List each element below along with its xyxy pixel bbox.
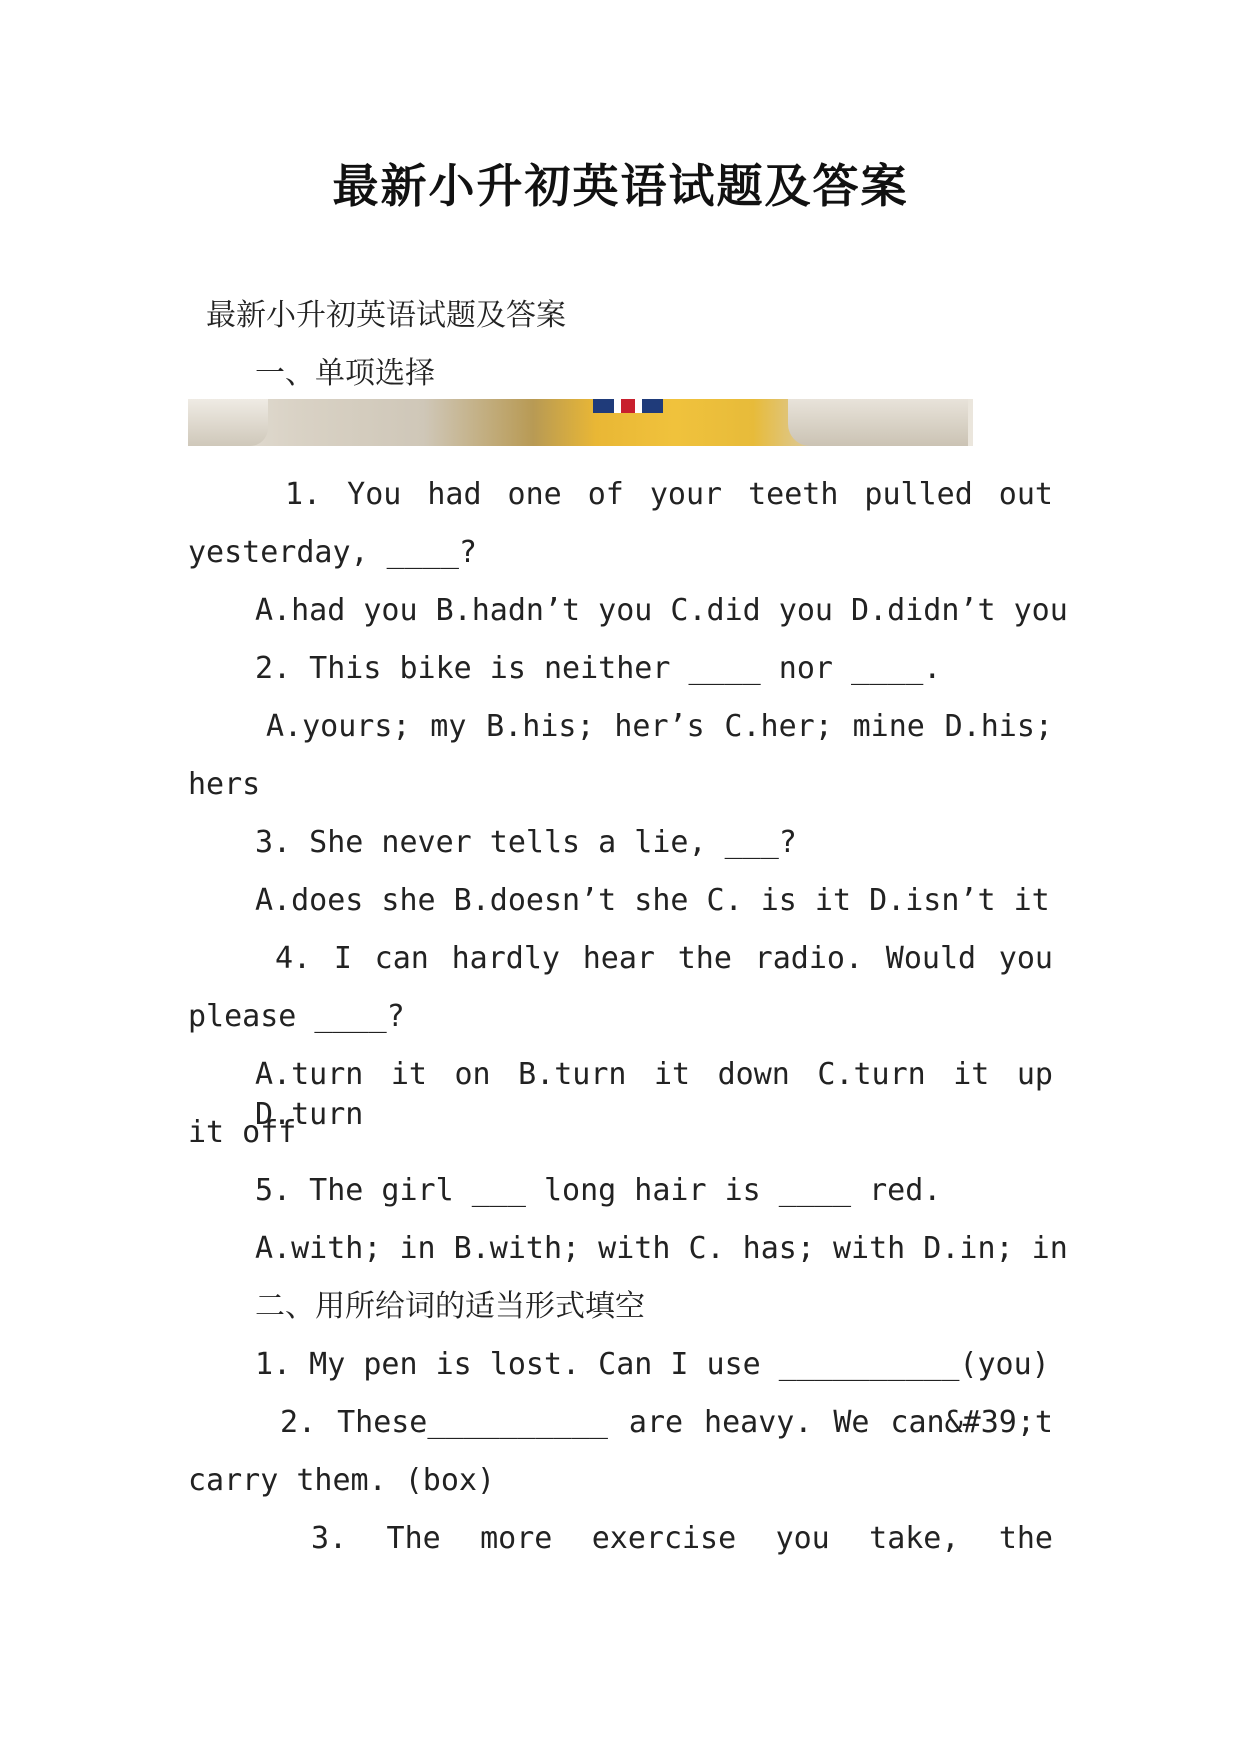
question-1-line-2: yesterday, ____? bbox=[188, 535, 477, 570]
question-5-options: A.with; in B.with; with C. has; with D.in; in bbox=[255, 1231, 1068, 1266]
fill-question-2-line-2: carry them. (box) bbox=[188, 1463, 496, 1498]
keyboard-key-right bbox=[788, 399, 968, 446]
fill-question-3-line-1: 3. The more exercise you take, the bbox=[311, 1521, 1053, 1556]
section-heading-fill-in: 二、用所给词的适当形式填空 bbox=[255, 1289, 645, 1324]
question-1-options: A.had you B.hadn’t you C.did you D.didn’t you bbox=[255, 593, 1068, 628]
question-4-line-2: please ____? bbox=[188, 999, 405, 1034]
question-5-line-1: 5. The girl ___ long hair is ____ red. bbox=[255, 1173, 942, 1208]
question-4-line-1: 4. I can hardly hear the radio. Would you bbox=[275, 941, 1053, 976]
section-heading-single-choice: 一、单项选择 bbox=[255, 356, 435, 391]
fill-question-1: 1. My pen is lost. Can I use __________(you) bbox=[255, 1347, 1050, 1382]
question-1-line-1: 1. You had one of your teeth pulled out bbox=[285, 477, 1053, 512]
question-3-options: A.does she B.doesn’t she C. is it D.isn’t it bbox=[255, 883, 1050, 918]
question-2-options-line-1: A.yours; my B.his; her’s C.her; mine D.his; bbox=[266, 709, 1053, 744]
banner-image bbox=[188, 399, 973, 446]
keyboard-key-left bbox=[188, 399, 268, 446]
document-subtitle: 最新小升初英语试题及答案 bbox=[206, 298, 566, 333]
question-4-options-line-2: it off bbox=[188, 1115, 297, 1150]
question-2-options-line-2: hers bbox=[188, 767, 261, 802]
question-4-options-line-1: A.turn it on B.turn it down C.turn it up D.turn bbox=[255, 1057, 1053, 1132]
fill-question-2-line-1: 2. These__________ are heavy. We can&#39;t bbox=[280, 1405, 1053, 1440]
question-2-line-1: 2. This bike is neither ____ nor ____. bbox=[255, 651, 942, 686]
flag-graphic bbox=[593, 399, 663, 413]
question-3-line-1: 3. She never tells a lie, ___? bbox=[255, 825, 797, 860]
page-title: 最新小升初英语试题及答案 bbox=[332, 159, 909, 213]
